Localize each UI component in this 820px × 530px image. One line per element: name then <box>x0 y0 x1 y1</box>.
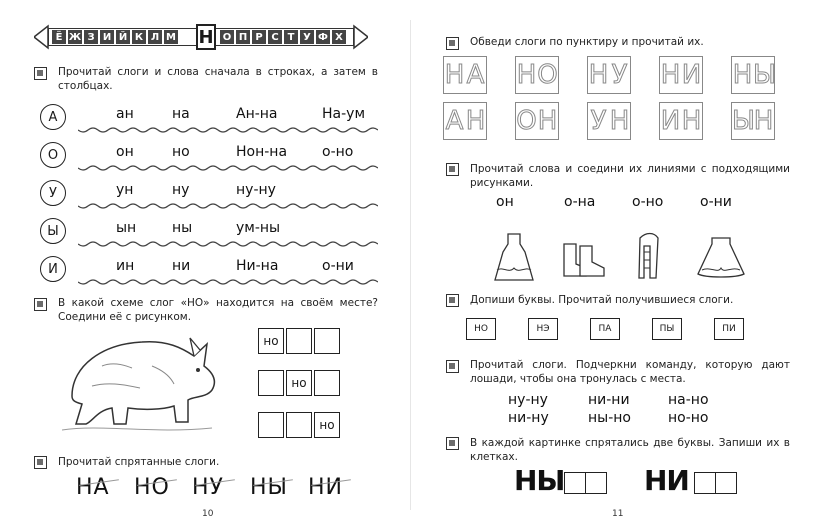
trace-box <box>659 56 703 94</box>
traced-letter: А <box>466 60 485 90</box>
row-word: он <box>116 144 134 160</box>
rtask1-instruction: Обведи слоги по пунктиру и прочитай их. <box>470 36 704 48</box>
traced-letter: Н <box>660 60 681 90</box>
alphabet-letter: Ё <box>52 30 66 44</box>
task2-instruction: В какой схеме слог «НО» находится на своём месте? Соедини её с рисунком. <box>58 297 378 323</box>
scheme-cell <box>314 370 340 396</box>
traced-letter: А <box>445 106 464 136</box>
page-divider <box>410 20 411 510</box>
row-word: Нон-на <box>236 144 288 160</box>
alphabet-letter: Ж <box>68 31 82 43</box>
alphabet-letters-after <box>220 30 346 44</box>
rtask3-instruction: Допиши буквы. Прочитай получившиеся слоги. <box>470 294 734 306</box>
trace-box <box>731 102 775 140</box>
rtask2-instruction: Прочитай слова и соедини их линиями с подходящими рисунками. <box>470 163 790 189</box>
task-marker <box>34 298 47 311</box>
horse-command: ны-но <box>588 410 631 426</box>
traced-letter: Ы <box>753 60 776 90</box>
match-word: о-на <box>564 194 596 210</box>
alphabet-letter: С <box>268 30 282 44</box>
traced-letter: Н <box>516 60 537 90</box>
alphabet-letter: Х <box>332 30 346 44</box>
letter-fragment: ПЫ <box>652 318 682 340</box>
letter-badge: У <box>40 180 66 206</box>
alphabet-letter: У <box>300 30 314 44</box>
traced-letter: И <box>681 60 702 90</box>
traced-letter: И <box>660 106 681 136</box>
row-word: ин <box>116 258 135 274</box>
trace-box <box>587 56 631 94</box>
alphabet-letter: П <box>236 30 250 44</box>
hidden-syllable: НО <box>134 475 170 500</box>
answer-cell <box>715 472 737 494</box>
scheme-cell: но <box>258 328 284 354</box>
page-number-left: 10 <box>202 509 214 519</box>
hidden-syllable: НА <box>76 475 110 500</box>
wavy-line <box>78 126 378 134</box>
skirt-illustration <box>696 236 746 280</box>
row-word: ни <box>172 258 191 274</box>
alphabet-letter: Р <box>252 30 266 44</box>
row-word: на <box>172 106 190 122</box>
task3-instruction: Прочитай спрятанные слоги. <box>58 456 220 468</box>
alphabet-letter: М <box>164 30 178 44</box>
task-marker <box>446 437 459 450</box>
trace-box <box>443 102 487 140</box>
trace-box <box>731 56 775 94</box>
trace-box <box>659 102 703 140</box>
scheme-cell <box>286 328 312 354</box>
traced-letter: Н <box>444 60 465 90</box>
horse-command: на-но <box>668 392 709 408</box>
row-word: ны <box>172 220 193 236</box>
alphabet-letter: И <box>100 30 114 44</box>
row-word: о-но <box>322 144 354 160</box>
scheme-cell: но <box>314 412 340 438</box>
scheme-cell <box>258 412 284 438</box>
traced-letter: У <box>590 106 607 136</box>
row-word: ну-ну <box>236 182 276 198</box>
trace-box <box>443 56 487 94</box>
alphabet-letter: О <box>220 30 234 44</box>
row-word: На-ум <box>322 106 366 122</box>
letter-badge: А <box>40 104 66 130</box>
alphabet-letter: Л <box>148 30 162 44</box>
task-marker <box>446 163 459 176</box>
hidden-letter-picture: НЫ <box>514 464 565 497</box>
row-word: Ни-на <box>236 258 279 274</box>
page-number-right: 11 <box>612 509 624 519</box>
wavy-line <box>78 240 378 248</box>
wavy-line <box>78 202 378 210</box>
horse-command: но-но <box>668 410 709 426</box>
task-marker <box>446 360 459 373</box>
match-word: он <box>496 194 514 210</box>
dress-illustration <box>493 232 535 284</box>
scheme-cell <box>314 328 340 354</box>
wavy-line <box>78 278 378 286</box>
current-letter: Н <box>196 24 216 50</box>
alphabet-strip <box>34 24 368 50</box>
traced-letter: У <box>611 60 628 90</box>
scarf-illustration <box>636 232 662 282</box>
trace-box <box>515 102 559 140</box>
task-marker <box>446 294 459 307</box>
trace-box <box>515 56 559 94</box>
traced-letter: Н <box>609 106 630 136</box>
wavy-line <box>78 164 378 172</box>
task1-instruction: Прочитай слоги и слова сначала в строках, а затем в столбцах. <box>58 66 378 92</box>
letter-fragment: ПИ <box>714 318 744 340</box>
answer-cell <box>585 472 607 494</box>
hidden-syllable: НЫ <box>250 475 288 500</box>
task-marker <box>446 37 459 50</box>
scheme-cell <box>286 412 312 438</box>
answer-cell <box>694 472 716 494</box>
traced-letter: Н <box>465 106 486 136</box>
letter-fragment: ПА <box>590 318 620 340</box>
row-word: ын <box>116 220 137 236</box>
alphabet-letter: К <box>132 30 146 44</box>
row-word: ун <box>116 182 134 198</box>
letter-badge: О <box>40 142 66 168</box>
row-word: ан <box>116 106 134 122</box>
letter-badge: Ы <box>40 218 66 244</box>
row-word: ну <box>172 182 190 198</box>
traced-letter: Н <box>537 106 558 136</box>
scheme-cell <box>258 370 284 396</box>
horse-command: ну-ну <box>508 392 548 408</box>
answer-cell <box>564 472 586 494</box>
row-word: о-ни <box>322 258 354 274</box>
rtask4-instruction: Прочитай слоги. Подчеркни команду, которую дают лошади, чтобы она тронулась с места. <box>470 359 790 385</box>
traced-letter: О <box>516 106 537 136</box>
task-marker <box>34 67 47 80</box>
row-word: но <box>172 144 190 160</box>
match-word: о-ни <box>700 194 732 210</box>
alphabet-letter: Ф <box>316 30 330 44</box>
letter-fragment: НО <box>466 318 496 340</box>
alphabet-letters-before <box>52 30 178 44</box>
trace-box <box>587 102 631 140</box>
traced-letter: Н <box>753 106 774 136</box>
alphabet-letter: Й <box>116 30 130 44</box>
task-marker <box>34 456 47 469</box>
hidden-letter-picture: НИ <box>644 464 689 497</box>
letter-badge: И <box>40 256 66 282</box>
row-word: Ан-на <box>236 106 278 122</box>
traced-letter: О <box>537 60 558 90</box>
hidden-syllable: НИ <box>308 475 343 500</box>
alphabet-letter: З <box>84 30 98 44</box>
rtask5-instruction: В каждой картинке спрятались две буквы. Запиши их в клетках. <box>470 437 790 463</box>
traced-letter: Н <box>588 60 609 90</box>
alphabet-letter: Т <box>284 30 298 44</box>
hidden-syllable: НУ <box>192 475 224 500</box>
rhino-illustration <box>62 326 222 436</box>
horse-command: ни-ну <box>508 410 549 426</box>
letter-fragment: НЭ <box>528 318 558 340</box>
horse-command: ни-ни <box>588 392 630 408</box>
traced-letter: Ы <box>732 106 755 136</box>
row-word: ум-ны <box>236 220 281 236</box>
scheme-cell: но <box>286 370 312 396</box>
traced-letter: Н <box>681 106 702 136</box>
traced-letter: Н <box>732 60 753 90</box>
boots-illustration <box>560 240 606 280</box>
match-word: о-но <box>632 194 664 210</box>
